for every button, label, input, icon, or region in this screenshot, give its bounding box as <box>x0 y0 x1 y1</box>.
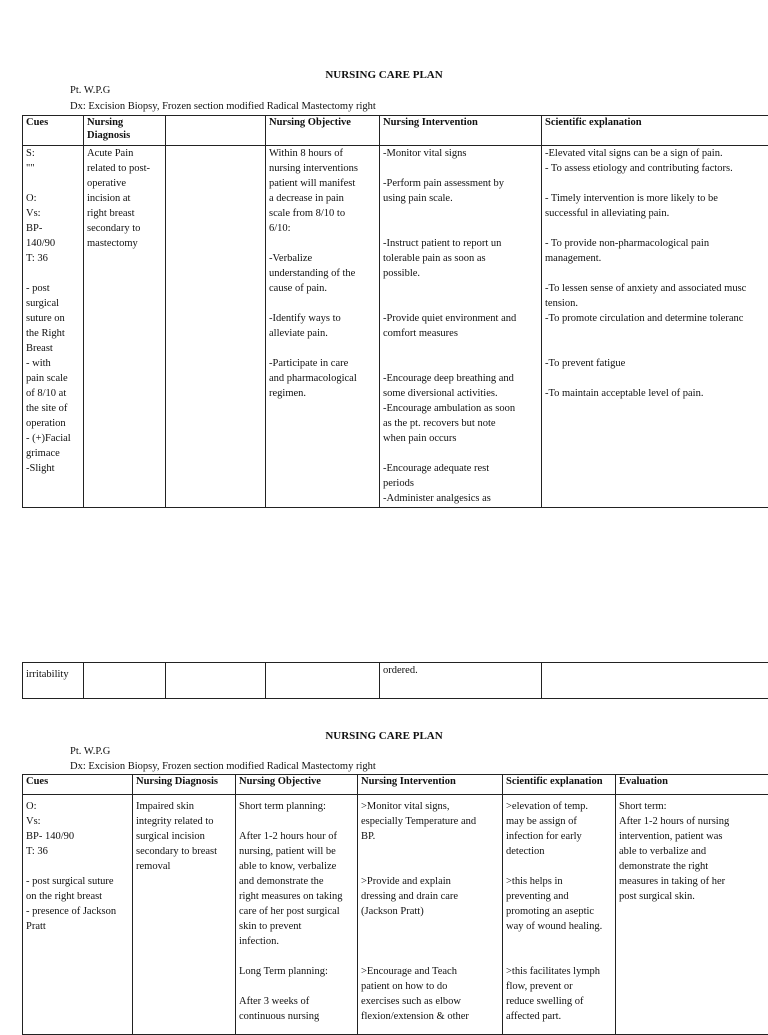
spacer <box>506 949 612 964</box>
cell-text-line: Long Term planning: <box>239 964 354 979</box>
cell-text-line: preventing and <box>506 889 612 904</box>
diagnosis-label-2: Dx: Excision Biopsy, Frozen section modified Radical Mastectomy right <box>70 759 376 774</box>
cell-text-line: of 8/10 at <box>26 386 80 401</box>
cell-text-line: reduce swelling of <box>506 994 612 1009</box>
cell-text-line: continuous nursing <box>239 1009 354 1024</box>
header-cues: Cues <box>23 116 84 146</box>
care-plan-table-1 <box>22 115 768 508</box>
cell-text-line: T: 36 <box>26 844 129 859</box>
cell-text-line: the Right <box>26 326 80 341</box>
cell-text-line: care of her post surgical <box>239 904 354 919</box>
cell-text-line: Short term: <box>619 799 768 814</box>
spacer <box>545 176 768 191</box>
cell-text-line: right measures on taking <box>239 889 354 904</box>
header-nursing-diagnosis: Nursing Diagnosis <box>84 116 166 146</box>
header-scientific-explanation: Scientific explanation <box>503 775 616 795</box>
spacer <box>383 341 538 356</box>
cell-text-line: - post <box>26 281 80 296</box>
cues-cell <box>23 795 133 1035</box>
cell-text-line: affected part. <box>506 1009 612 1024</box>
body-row-1 <box>23 146 768 508</box>
diagnosis-cell <box>133 795 236 1035</box>
spacer <box>383 296 538 311</box>
cell-text-line: nursing interventions <box>269 161 376 176</box>
spacer <box>545 341 768 356</box>
cell-text-line: intervention, patient was <box>619 829 768 844</box>
blank-continued <box>166 663 266 699</box>
cell-text-line: - (+)Facial <box>26 431 80 446</box>
cell-text-line: Acute Pain <box>87 146 162 161</box>
spacer <box>26 266 80 281</box>
cell-text-line: pain scale <box>26 371 80 386</box>
cell-text-line: cause of pain. <box>269 281 376 296</box>
cell-text-line: right breast <box>87 206 162 221</box>
spacer <box>361 934 499 949</box>
cell-text-line: - To provide non-pharmacological pain <box>545 236 768 251</box>
evaluation-cell <box>616 795 768 1035</box>
cell-text-line: -Encourage adequate rest <box>383 461 538 476</box>
cues-cell <box>23 146 84 508</box>
cell-text-line: >this helps in <box>506 874 612 889</box>
header-nursing-intervention: Nursing Intervention <box>380 116 542 146</box>
cell-text-line: -Instruct patient to report un <box>383 236 538 251</box>
header-nursing-objective: Nursing Objective <box>266 116 380 146</box>
cell-text-line: -Perform pain assessment by <box>383 176 538 191</box>
cell-text-line: flow, prevent or <box>506 979 612 994</box>
spacer <box>239 814 354 829</box>
cell-text-line: post surgical skin. <box>619 889 768 904</box>
care-plan-table-2 <box>22 774 768 1035</box>
cell-text-line: comfort measures <box>383 326 538 341</box>
cell-text-line: "" <box>26 161 80 176</box>
cell-text-line: possible. <box>383 266 538 281</box>
cell-text-line: regimen. <box>269 386 376 401</box>
cell-text-line: -Identify ways to <box>269 311 376 326</box>
cell-text-line: nursing, patient will be <box>239 844 354 859</box>
diagnosis-label-1: Dx: Excision Biopsy, Frozen section modified Radical Mastectomy right <box>70 99 376 114</box>
cell-text-line: scale from 8/10 to <box>269 206 376 221</box>
cell-text-line: - To assess etiology and contributing factors. <box>545 161 768 176</box>
explanation-cell <box>503 795 616 1035</box>
cell-text-line: (Jackson Pratt) <box>361 904 499 919</box>
cell-text-line: tension. <box>545 296 768 311</box>
care-plan-title-1: NURSING CARE PLAN <box>0 68 768 83</box>
cell-text-line: -Elevated vital signs can be a sign of pain. <box>545 146 768 161</box>
cell-text-line: able to verbalize and <box>619 844 768 859</box>
explanation-continued <box>542 663 768 699</box>
spacer <box>545 371 768 386</box>
cell-text-line: -To promote circulation and determine toleranc <box>545 311 768 326</box>
cell-text-line: - post surgical suture <box>26 874 129 889</box>
cell-text-line: especially Temperature and <box>361 814 499 829</box>
cell-text-line: -Encourage ambulation as soon <box>383 401 538 416</box>
cell-text-line: the site of <box>26 401 80 416</box>
header-scientific-explanation: Scientific explanation <box>542 116 768 146</box>
cell-text-line: -Verbalize <box>269 251 376 266</box>
cell-text-line: -Monitor vital signs <box>383 146 538 161</box>
cell-text-line: 140/90 <box>26 236 80 251</box>
cell-text-line: integrity related to <box>136 814 232 829</box>
cell-text-line: -Slight <box>26 461 80 476</box>
cell-text-line: After 1-2 hours of nursing <box>619 814 768 829</box>
cell-text-line: O: <box>26 191 80 206</box>
cell-text-line: tolerable pain as soon as <box>383 251 538 266</box>
cell-text-line: surgical incision <box>136 829 232 844</box>
spacer <box>361 949 499 964</box>
header-nursing-diagnosis: Nursing Diagnosis <box>133 775 236 795</box>
cell-text-line: demonstrate the right <box>619 859 768 874</box>
cell-text-line: -To prevent fatigue <box>545 356 768 371</box>
cell-text-line: -Administer analgesics as <box>383 491 538 506</box>
cell-text-line: surgical <box>26 296 80 311</box>
cell-text-line: Pratt <box>26 919 129 934</box>
cell-text-line: After 3 weeks of <box>239 994 354 1009</box>
header-row-1 <box>23 116 768 146</box>
patient-label-1: Pt. W.P.G <box>70 83 110 98</box>
cell-text-line: Breast <box>26 341 80 356</box>
intervention-cell <box>358 795 503 1035</box>
cell-text-line: infection. <box>239 934 354 949</box>
spacer <box>361 859 499 874</box>
spacer <box>506 859 612 874</box>
cell-text-line: some diversional activities. <box>383 386 538 401</box>
cell-text-line: secondary to breast <box>136 844 232 859</box>
cell-text-line: removal <box>136 859 232 874</box>
spacer <box>383 221 538 236</box>
cell-text-line: using pain scale. <box>383 191 538 206</box>
header-evaluation: Evaluation <box>616 775 768 795</box>
header-blank <box>166 116 266 146</box>
cell-text-line: -Provide quiet environment and <box>383 311 538 326</box>
cell-text-line: and pharmacological <box>269 371 376 386</box>
cell-text-line: BP- <box>26 221 80 236</box>
spacer <box>269 236 376 251</box>
care-plan-title-2: NURSING CARE PLAN <box>0 729 768 744</box>
cell-text-line: operative <box>87 176 162 191</box>
header-row-2 <box>23 775 768 795</box>
cell-text-line: >this facilitates lymph <box>506 964 612 979</box>
cell-text-line: grimace <box>26 446 80 461</box>
cell-text-line: exercises such as elbow <box>361 994 499 1009</box>
cell-text-line: successful in alleviating pain. <box>545 206 768 221</box>
explanation-cell <box>542 146 768 508</box>
cell-text-line: Vs: <box>26 814 129 829</box>
cell-text-line: skin to prevent <box>239 919 354 934</box>
cell-text-line: able to know, verbalize <box>239 859 354 874</box>
cell-text-line: infection for early <box>506 829 612 844</box>
cell-text-line: and demonstrate the <box>239 874 354 889</box>
spacer <box>506 934 612 949</box>
cell-text-line: BP- 140/90 <box>26 829 129 844</box>
cell-text-line: - Timely intervention is more likely to be <box>545 191 768 206</box>
spacer <box>545 266 768 281</box>
cell-text-line: >Monitor vital signs, <box>361 799 499 814</box>
cell-text-line: -Participate in care <box>269 356 376 371</box>
diagnosis-continued <box>84 663 166 699</box>
cell-text-line: management. <box>545 251 768 266</box>
cell-text-line: measures in taking of her <box>619 874 768 889</box>
cell-text-line: After 1-2 hours hour of <box>239 829 354 844</box>
cell-text-line: >elevation of temp. <box>506 799 612 814</box>
objective-cell <box>266 146 380 508</box>
cell-text-line: >Encourage and Teach <box>361 964 499 979</box>
cell-text-line: suture on <box>26 311 80 326</box>
spacer <box>239 979 354 994</box>
header-nursing-intervention: Nursing Intervention <box>358 775 503 795</box>
cell-text-line: - presence of Jackson <box>26 904 129 919</box>
cell-text-line: periods <box>383 476 538 491</box>
objective-continued <box>266 663 380 699</box>
spacer <box>383 446 538 461</box>
header-cues: Cues <box>23 775 133 795</box>
care-plan-table-1-continued <box>22 662 768 699</box>
cell-text-line: - with <box>26 356 80 371</box>
header-nursing-objective: Nursing Objective <box>236 775 358 795</box>
cell-text-line: -To lessen sense of anxiety and associated musc <box>545 281 768 296</box>
spacer <box>383 206 538 221</box>
cell-text-line: flexion/extension & other <box>361 1009 499 1024</box>
spacer <box>361 919 499 934</box>
diagnosis-cell <box>84 146 166 508</box>
cell-text-line: Vs: <box>26 206 80 221</box>
cell-text-line: related to post- <box>87 161 162 176</box>
cell-text-line: way of wound healing. <box>506 919 612 934</box>
cues-continued: irritability <box>23 663 84 699</box>
spacer <box>361 844 499 859</box>
cell-text-line: incision at <box>87 191 162 206</box>
spacer <box>269 296 376 311</box>
patient-label-2: Pt. W.P.G <box>70 744 110 759</box>
cell-text-line: understanding of the <box>269 266 376 281</box>
spacer <box>269 341 376 356</box>
cell-text-line: patient on how to do <box>361 979 499 994</box>
spacer <box>545 326 768 341</box>
intervention-cell <box>380 146 542 508</box>
spacer <box>26 176 80 191</box>
intervention-continued: ordered. <box>380 663 542 699</box>
spacer <box>26 859 129 874</box>
cell-text-line: -To maintain acceptable level of pain. <box>545 386 768 401</box>
spacer <box>383 161 538 176</box>
cell-text-line: T: 36 <box>26 251 80 266</box>
cell-text-line: promoting an aseptic <box>506 904 612 919</box>
cell-text-line: mastectomy <box>87 236 162 251</box>
cell-text-line: detection <box>506 844 612 859</box>
objective-cell <box>236 795 358 1035</box>
cell-text-line: >Provide and explain <box>361 874 499 889</box>
cell-text-line: 6/10: <box>269 221 376 236</box>
cell-text-line: Within 8 hours of <box>269 146 376 161</box>
cell-text-line: S: <box>26 146 80 161</box>
cell-text-line: Impaired skin <box>136 799 232 814</box>
spacer <box>383 281 538 296</box>
cell-text-line: operation <box>26 416 80 431</box>
cell-text-line: patient will manifest <box>269 176 376 191</box>
body-row-2 <box>23 795 768 1035</box>
cell-text-line: secondary to <box>87 221 162 236</box>
cell-text-line: dressing and drain care <box>361 889 499 904</box>
cell-text-line: when pain occurs <box>383 431 538 446</box>
blank-cell <box>166 146 266 508</box>
cell-text-line: as the pt. recovers but note <box>383 416 538 431</box>
cell-text-line: a decrease in pain <box>269 191 376 206</box>
cell-text-line: on the right breast <box>26 889 129 904</box>
cell-text-line: may be assign of <box>506 814 612 829</box>
cell-text-line: BP. <box>361 829 499 844</box>
spacer <box>383 356 538 371</box>
spacer <box>239 949 354 964</box>
cell-text-line: Short term planning: <box>239 799 354 814</box>
spacer <box>545 221 768 236</box>
cell-text-line: -Encourage deep breathing and <box>383 371 538 386</box>
cell-text-line: alleviate pain. <box>269 326 376 341</box>
continued-row <box>23 663 768 699</box>
cell-text-line: O: <box>26 799 129 814</box>
